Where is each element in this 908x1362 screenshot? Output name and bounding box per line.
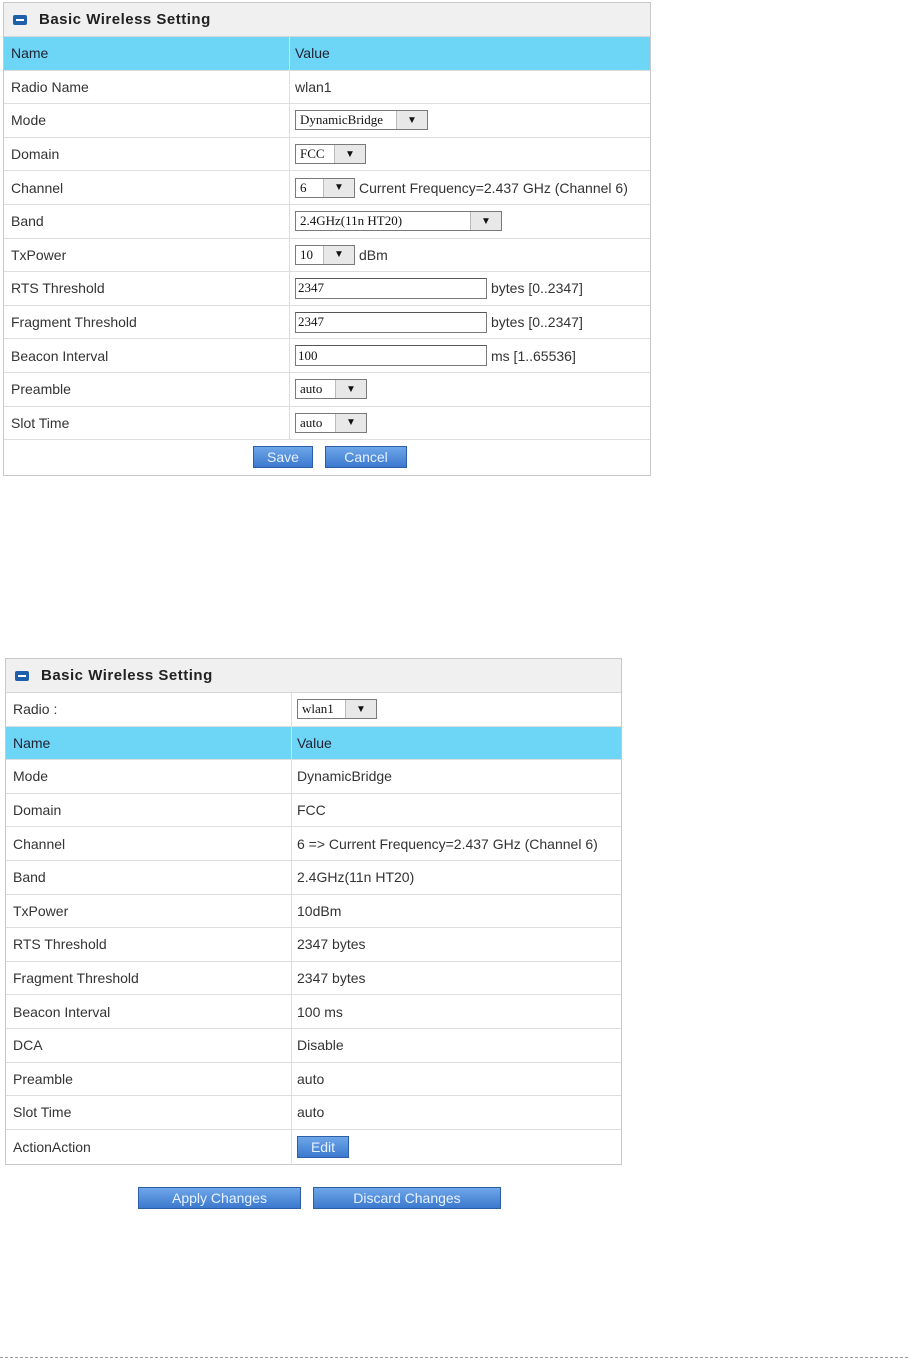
mode-select[interactable]: [295, 110, 428, 130]
slot-time-label: Slot Time: [4, 407, 290, 440]
table-row: [6, 928, 621, 962]
chevron-down-icon[interactable]: ▼: [396, 111, 427, 129]
row-channel: [4, 171, 650, 205]
radio-name-label: Radio Name: [4, 71, 290, 104]
row-rts-threshold: [4, 272, 650, 306]
radio-select-value: wlan1: [302, 701, 334, 717]
chevron-down-icon[interactable]: ▼: [323, 179, 354, 197]
txpower-label: TxPower: [4, 239, 290, 272]
row-value: FCC: [297, 802, 326, 819]
fragment-threshold-label: Fragment Threshold: [4, 306, 290, 339]
radio-select[interactable]: [297, 699, 377, 719]
table-header: [4, 37, 650, 71]
row-label: DCA: [6, 1029, 292, 1062]
txpower-unit: dBm: [359, 246, 388, 263]
row-fragment-threshold: [4, 306, 650, 340]
row-value: 2.4GHz(11n HT20): [297, 869, 415, 886]
beacon-interval-hint: ms [1..65536]: [491, 347, 576, 364]
row-domain: [4, 138, 650, 172]
basic-wireless-setting-panel: [3, 2, 651, 476]
row-label: RTS Threshold: [6, 928, 292, 961]
rts-threshold-input[interactable]: 2347: [295, 278, 487, 299]
rts-threshold-label: RTS Threshold: [4, 272, 290, 305]
mode-label: Mode: [4, 104, 290, 137]
row-label: Channel: [6, 827, 292, 860]
table-row: [6, 1029, 621, 1063]
chevron-down-icon[interactable]: ▼: [335, 414, 366, 432]
table-row: [6, 760, 621, 794]
domain-select[interactable]: [295, 144, 366, 164]
panel-header: [6, 659, 621, 693]
row-value: 2347 bytes: [297, 970, 366, 987]
table-row: [6, 827, 621, 861]
basic-wireless-setting-summary-panel: [5, 658, 622, 1165]
table-row: [6, 895, 621, 929]
save-button[interactable]: Save: [253, 446, 313, 468]
mode-select-value: DynamicBridge: [300, 112, 384, 128]
table-header: [6, 727, 621, 761]
slot-time-select-value: auto: [300, 414, 323, 430]
domain-select-value: FCC: [300, 146, 325, 162]
cancel-button[interactable]: Cancel: [325, 446, 407, 468]
chevron-down-icon[interactable]: ▼: [323, 246, 354, 264]
form-actions: [4, 440, 650, 473]
radio-label: Radio :: [6, 693, 292, 726]
table-row: [6, 794, 621, 828]
row-value: 10dBm: [297, 902, 342, 919]
chevron-down-icon[interactable]: ▼: [345, 700, 376, 718]
row-value: 2347 bytes: [297, 936, 366, 953]
panel-title: Basic Wireless Setting: [41, 667, 213, 684]
table-row: [6, 1096, 621, 1130]
chevron-down-icon[interactable]: ▼: [334, 145, 365, 163]
beacon-interval-input[interactable]: 100: [295, 345, 487, 366]
row-action: [6, 1130, 621, 1164]
panel-header: [4, 3, 650, 37]
row-radio: [6, 693, 621, 727]
apply-changes-button[interactable]: Apply Changes: [138, 1187, 301, 1209]
table-row: [6, 962, 621, 996]
channel-frequency-note: Current Frequency=2.437 GHz (Channel 6): [359, 179, 628, 196]
discard-changes-button[interactable]: Discard Changes: [313, 1187, 501, 1209]
band-select-value: 2.4GHz(11n HT20): [300, 213, 403, 229]
edit-button[interactable]: Edit: [297, 1136, 349, 1158]
row-value: 6 => Current Frequency=2.437 GHz (Channel 6): [297, 835, 598, 852]
row-label: Beacon Interval: [6, 995, 292, 1028]
row-beacon-interval: [4, 339, 650, 373]
txpower-select-value: 10: [300, 246, 313, 262]
row-band: [4, 205, 650, 239]
band-label: Band: [4, 205, 290, 238]
action-label: ActionAction: [6, 1130, 292, 1164]
column-value-header: Value: [297, 734, 332, 751]
band-select[interactable]: [295, 211, 502, 231]
table-row: [6, 995, 621, 1029]
row-label: Preamble: [6, 1063, 292, 1096]
minimize-icon[interactable]: [13, 15, 27, 25]
row-slot-time: [4, 407, 650, 441]
preamble-select[interactable]: [295, 379, 367, 399]
column-name-header: Name: [6, 727, 292, 760]
channel-select[interactable]: [295, 178, 355, 198]
page-divider: [0, 1357, 908, 1358]
column-name-header: Name: [4, 37, 290, 70]
channel-select-value: 6: [300, 179, 307, 195]
panel-title: Basic Wireless Setting: [39, 11, 211, 28]
row-label: Band: [6, 861, 292, 894]
row-label: Domain: [6, 794, 292, 827]
fragment-threshold-input[interactable]: 2347: [295, 312, 487, 333]
row-label: Fragment Threshold: [6, 962, 292, 995]
row-radio-name: [4, 71, 650, 105]
row-value: auto: [297, 1070, 325, 1087]
preamble-select-value: auto: [300, 381, 323, 397]
row-value: auto: [297, 1104, 325, 1121]
minimize-icon[interactable]: [15, 671, 29, 681]
chevron-down-icon[interactable]: ▼: [335, 380, 366, 398]
row-label: Mode: [6, 760, 292, 793]
table-row: [6, 1063, 621, 1097]
row-preamble: [4, 373, 650, 407]
preamble-label: Preamble: [4, 373, 290, 406]
txpower-select[interactable]: [295, 245, 355, 265]
row-txpower: [4, 239, 650, 273]
row-label: TxPower: [6, 895, 292, 928]
channel-label: Channel: [4, 171, 290, 204]
chevron-down-icon[interactable]: ▼: [470, 212, 501, 230]
row-value: Disable: [297, 1037, 344, 1054]
row-value: 100 ms: [297, 1003, 343, 1020]
row-label: Slot Time: [6, 1096, 292, 1129]
beacon-interval-label: Beacon Interval: [4, 339, 290, 372]
row-value: DynamicBridge: [297, 768, 392, 785]
column-value-header: Value: [295, 45, 330, 62]
slot-time-select[interactable]: [295, 413, 367, 433]
table-row: [6, 861, 621, 895]
domain-label: Domain: [4, 138, 290, 171]
radio-name-value: wlan1: [295, 78, 332, 95]
fragment-threshold-hint: bytes [0..2347]: [491, 314, 583, 331]
row-mode: [4, 104, 650, 138]
rts-threshold-hint: bytes [0..2347]: [491, 280, 583, 297]
